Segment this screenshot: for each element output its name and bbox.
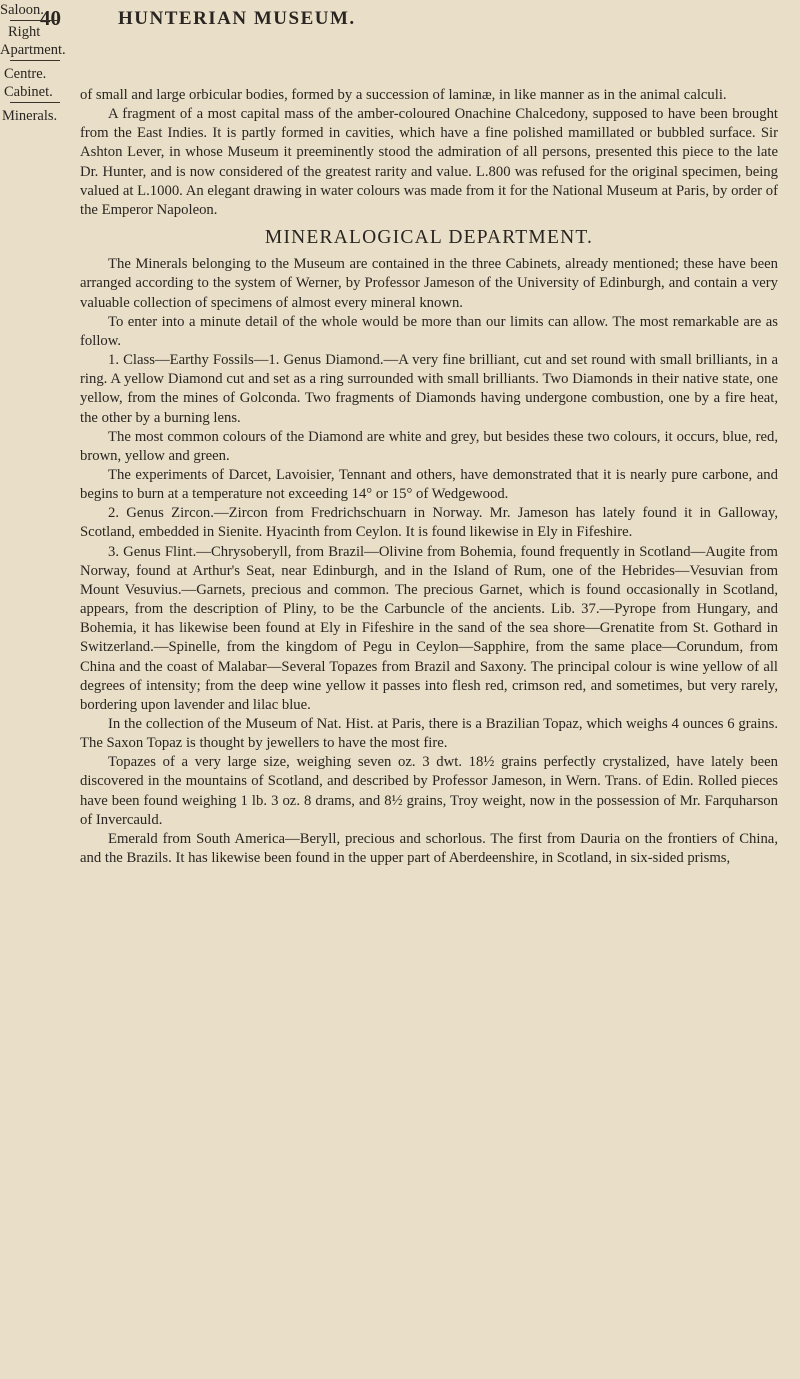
- text-column: [80, 0, 778, 868]
- paragraph: Emerald from South America—Beryll, precious and schorlous. The first from Dauria on the frontiers of China, and the Brazils. It has likewise been found in the upper part of Aberdeenshire, in Scotland, in six-sided prisms,: [80, 830, 778, 867]
- paragraph: 2. Genus Zircon.—Zircon from Fredrichschuarn in Norway. Mr. Jameson has lately found it in Galloway, Scotland, embedded in Sienite. Hyacinth from Ceylon. It is found likewise in Ely in Fifeshire.: [80, 505, 778, 541]
- paragraph: 1. Class—Earthy Fossils—1. Genus Diamond.—A very fine brilliant, cut and set round with small brilliants, in a ring. A yellow Diamond cut and set as a ring surrounded with small brilliants. Two Diamonds in their native state, one yellow, from the mines of Golconda. Two fragments of Diamonds having undergone combustion, one by a fire heat, the other by a burning lens.: [80, 352, 778, 426]
- margin-note-apartment: Apartment.: [0, 42, 66, 58]
- paragraph: The most common colours of the Diamond are white and grey, but besides these two colours, it occurs, blue, red, brown, yellow and green.: [80, 428, 778, 464]
- running-title: HUNTERIAN MUSEUM.: [118, 8, 356, 29]
- margin-note-centre: Centre.: [4, 66, 47, 82]
- margin-rule: [10, 102, 60, 103]
- paragraph: To enter into a minute detail of the whole would be more than our limits can allow. The most remarkable are as follow.: [80, 313, 778, 349]
- margin-note-saloon: Saloon.: [0, 2, 44, 18]
- paragraph: The Minerals belonging to the Museum are contained in the three Cabinets, already mentioned; these have been arranged according to the system of Werner, by Professor Jameson of the University of Edinburgh, and contain a very valuable collection of specimens of almost every mineral known.: [80, 256, 778, 311]
- paragraph: A fragment of a most capital mass of the amber-coloured Onachine Chalcedony, supposed to have been brought from the East Indies. It is partly formed in cavities, which have a fine polished mamillated or bubbled surface. Sir Ashton Lever, in whose Museum it preeminently stood the admiration of all persons, presented this piece to the late Dr. Hunter, and is now considered of the greatest rarity and value. L.800 was refused for the original specimen, being valued at L.1000. An elegant drawing in water colours was made from it for the National Museum at Paris, by order of the Emperor Napoleon.: [80, 106, 778, 218]
- margin-note-right: Right: [8, 24, 41, 40]
- paragraph: The experiments of Darcet, Lavoisier, Tennant and others, have demonstrated that it is nearly pure carbone, and begins to burn at a temperature not exceeding 14° or 15° of Wedgewood.: [80, 466, 778, 503]
- paragraph: 3. Genus Flint.—Chrysoberyll, from Brazil—Olivine from Bohemia, found frequently in Scotland—Augite from Norway, found at Arthur's Seat, near Edinburgh, and in the Island of Rum, one of the Hebrides—Vesuvian from Mount Vesuvius.—Garnets, precious and common. The precious Garnet, which is found occasionally in Scotland, appears, from the description of Pliny, to be the Carbuncle of the ancients. Lib. 37.—Pyrope from Hungary, and Bohemia, it has likewise been found at Ely in Fifeshire in the sand of the sea shore—Grenatite from St. Gothard in Switzerland.—Spinelle, from the kingdom of Pegu in Ceylon—Sapphire, from the same place—Corundum, from China and the coast of Malabar—Several Topazes from Brazil and Saxony. The principal colour is wine yellow of all degrees of intensity; from the deep wine yellow it passes into flesh red, crimson red, and sometimes, but very rarely, bordering upon lavender and lilac blue.: [80, 543, 778, 713]
- paragraph: of small and large orbicular bodies, formed by a succession of laminæ, in like manner as in the animal calculi.: [80, 87, 727, 103]
- margin-rule: [10, 20, 60, 21]
- paragraph: Topazes of a very large size, weighing seven oz. 3 dwt. 18½ grains perfectly crystalized, have lately been discovered in the mountains of Scotland, and described by Professor Jameson, in Wern. Trans. of Edin. Rolled pieces have been found weighing 1 lb. 3 oz. 8 drams, and 8½ grains, Troy weight, now in the possession of Mr. Farquharson of Invercauld.: [80, 754, 778, 828]
- margin-rule: [10, 60, 60, 61]
- section-heading: MINERALOGICAL DEPARTMENT.: [264, 227, 594, 249]
- page-number: 40: [40, 6, 61, 30]
- margin-note-cabinet: Cabinet.: [4, 84, 53, 100]
- paragraph: In the collection of the Museum of Nat. Hist. at Paris, there is a Brazilian Topaz, which weighs 4 ounces 6 grains. The Saxon Topaz is thought by jewellers to have the most fire.: [80, 716, 778, 752]
- margin-note-minerals: Minerals.: [2, 108, 58, 124]
